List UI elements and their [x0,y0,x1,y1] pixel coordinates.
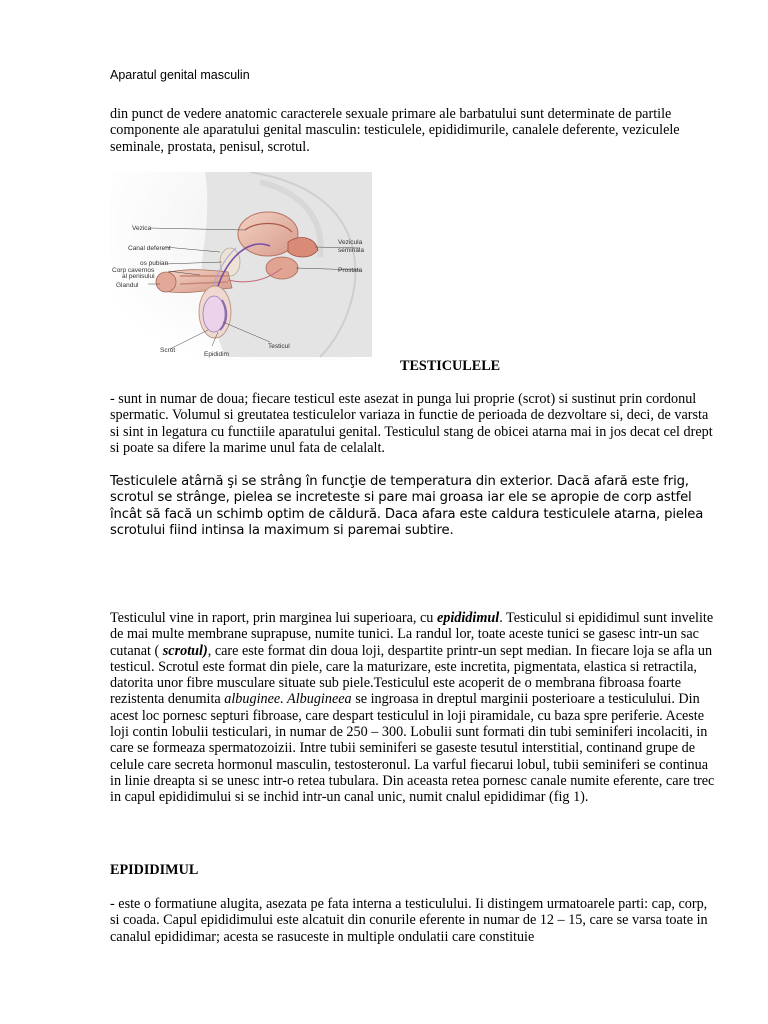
heading-epididimul: EPIDIDIMUL [110,862,199,878]
label-scrot: Scrot [160,347,176,354]
testicule-text-3 [110,610,715,806]
label-prostata: Prostata [338,267,363,274]
label-vezica: Vezica [132,225,152,232]
p3-part-c: . Testiculul si epididimul sunt invelite de mai multe membrane suprapuse, numite tunici. La randul lor, toate aceste tunici se gasesc intr-un sac cutanat ( [110,610,714,659]
label-vezicula-2: seminala [338,247,365,254]
term-albuginee: albuginee. Albugineea [224,691,352,708]
testicule-text-1: - sunt in numar de doua; fiecare testicul este asezat in punga lui proprie (scrot) si sustinut prin cordonul spermatic. Volumul si greutatea testiculelor variaza in functie de perioada de dezvoltare si, deci, de varsta si sint in legatura cu functiile aparatului genital. Testiculul stang de obicei atarna mai in jos decat cel drept si poate sa difere la marime unul fata de celalalt. [110,391,713,456]
testicule-paragraph-1 [110,391,715,456]
anatomy-figure [110,172,372,360]
label-corp-cavernos: Corp cavernos [112,267,155,274]
anatomy-illustration [110,172,372,360]
testicule-paragraph-2 [110,474,715,539]
label-canal-deferent: Canal deferent [128,245,171,252]
intro-text: din punct de vedere anatomic caracterele sexuale primare ale barbatului sunt determinate de partile componente ale aparatului genital masculin: testiculele, epididimurile, canalele deferente, veziculele seminale, prostata, penisul, scrotul. [110,106,680,155]
label-vezicula: Vezicula [338,239,363,246]
label-glandul: Glandul [116,282,139,289]
heading-testiculele: TESTICULELE [400,358,501,374]
term-scrotul: scrotul) [162,642,208,659]
label-corp-cavernos-2: al penisului [122,273,155,280]
testicule-paragraph-3 [110,610,715,806]
epididim-text-1: - este o formatiune alugita, asezata pe fata interna a testiculului. Ii distingem urmatoarele parti: cap, corp, si coada. Capul epididimului este alcatuit din conurile eferente in numar de 12 – 15, care se varsa toate in canalul epididimar; acesta se rasuceste in multiple ondulatii care constituie [110,896,708,945]
p3-part-g: se ingroasa in dreptul marginii posterioare a testiculului. Din acest loc pornesc septuri fibroase, care despart testiculul in loji piramidale, cu baza spre periferie. Aceste loji contin lobulii testiculari, in numar de 250 – 300. Lobulii sunt formati din tubi seminiferi incolaciti, in care se formeaza spermatozoizii. Intre tubii seminiferi se gaseste tesutul interstitial, continand grupe de celule care secreta hormonul masculin, testosteronul. La varful fiecarui lobul, tubii seminiferi se continua in linie dreapta si se unesc intr-o retea tubulara. Din aceasta retea pornesc canale numite eferente, care trec in capul epididimului si se inchid intr-un canal unic, numit cnalul epididimar (fig 1). [110,691,715,806]
testicule-text-2: Testiculele atârnă şi se strâng în funcţie de temperatura din exterior. Dacă afară este frig, scrotul se strânge, pielea se increteste si pare mai groasa iar ele se apropie de corp astfel încât să facă un schimb optim de căldură. Daca afara este caldura testiculele atarna, pielea scrotului fiind intinsa la maximum si paremai subtire. [110,474,704,538]
epididim-paragraph-1 [110,896,715,945]
p3-part-e: , care este format din doua loji, despartite printr-un sept median. In fiecare loja se afla un testicul. Scrotul este format din piele, care la maturizare, este incretita, pigmentata, elastica si retractila, datorita unor fibre musculare situate sub piele.Testiculul este acoperit de o membrana fibroasa foarte rezistenta denumita [110,642,713,708]
term-epididimul: epididimul [436,610,500,626]
label-os-pubian: os pubian [140,260,169,267]
document-title: Aparatul genital masculin [110,68,250,82]
label-epididim: Epididim [204,351,229,358]
p3-part-a: Testiculul vine in raport, prin marginea lui superioara, cu [110,610,437,626]
label-testicul: Testicul [268,343,290,350]
intro-paragraph [110,106,715,155]
